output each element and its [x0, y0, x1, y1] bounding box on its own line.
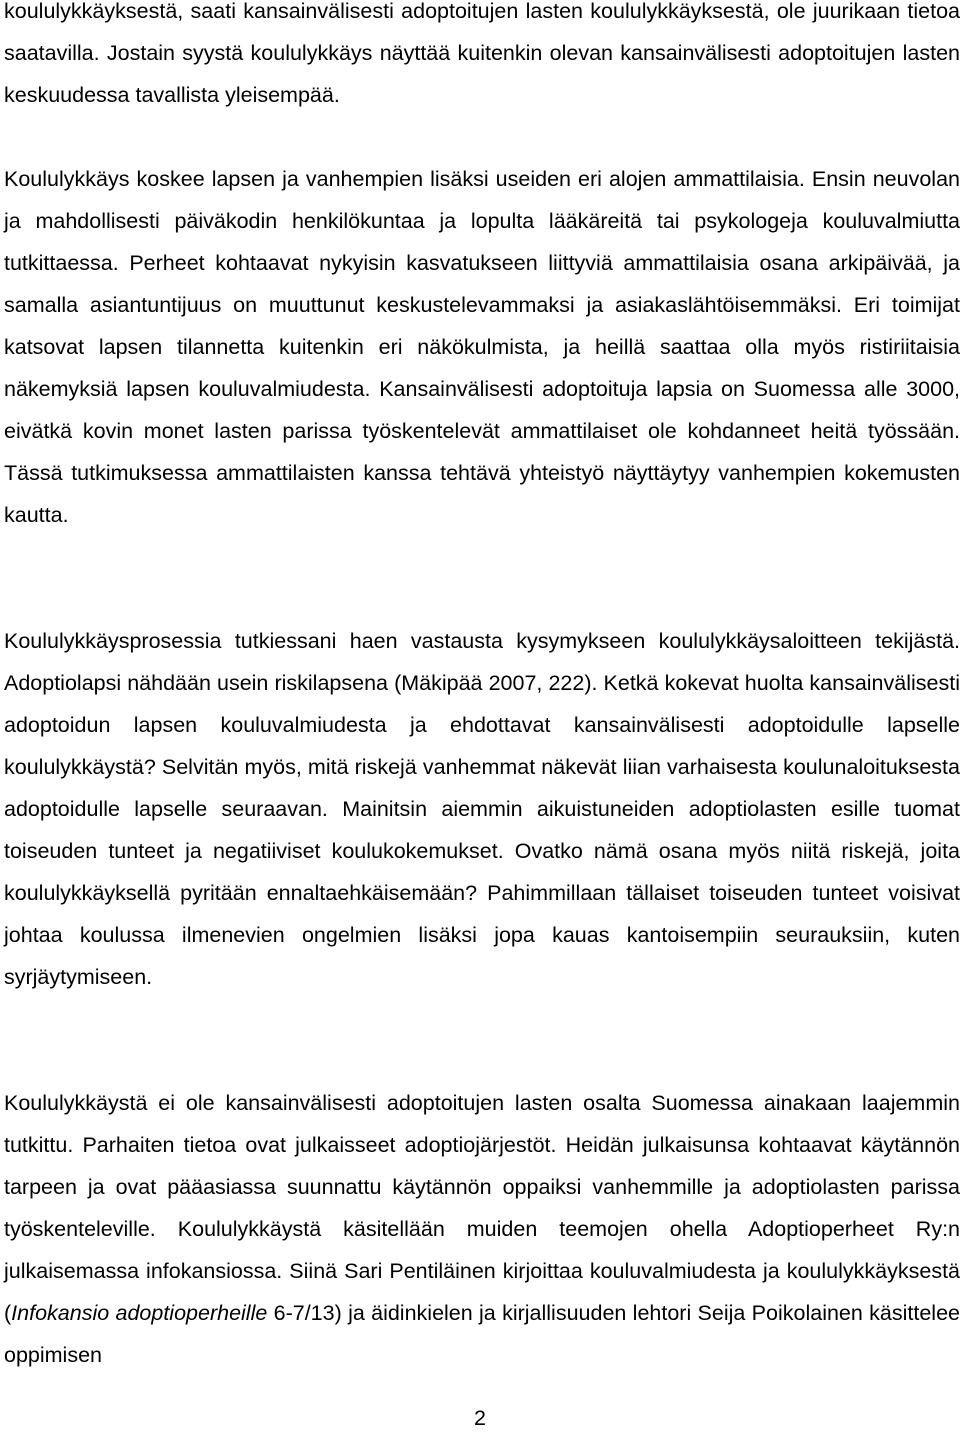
- paragraph: Koululykkäysprosessia tutkiessani haen vastausta kysymykseen koululykkäysaloitteen tekijästä. Adoptiolapsi nähdään usein riskilapsena (Mäkipää 2007, 222). Ketkä kokevat huolta kansainvälisesti adoptoidun lapsen kouluvalmiudesta ja ehdottavat kansainvälisesti adoptoidulle lapselle koululykkäystä? Selvitän myös, mitä riskejä vanhemmat näkevät liian varhaisesta koulunaloituksesta adoptoidulle lapselle seuraavan. Mainitsin aiemmin aikuistuneiden adoptiolasten esille tuomat toiseuden tunteet ja negatiiviset koulukokemukset. Ovatko nämä osana myös niitä riskejä, joita koululykkäyksellä pyritään ennaltaehkäisemään? Pahimmillaan tällaiset toiseuden tunteet voisivat johtaa koulussa ilmenevien ongelmien lisäksi jopa kauas kantoisempiin seurauksiin, kuten syrjäytymiseen.: [4, 629, 960, 989]
- paragraph: [4, 1082, 960, 1376]
- paragraph-text: Koululykkäystä ei ole kansainvälisesti adoptoitujen lasten osalta Suomessa ainakaan laajemmin tutkittu. Parhaiten tietoa ovat julkaisseet adoptiojärjestöt. Heidän julkaisunsa kohtaavat käytännön tarpeen ja ovat pääasiassa suunnattu käytännön oppaiksi vanhemmille ja adoptiolasten parissa työskenteleville. Koululykkäystä käsitellään muiden teemojen ohella Adoptioperheet Ry:n julkaisemassa infokansiossa. Siinä Sari Pentiläinen kirjoittaa kouluvalmiudesta ja koululykkäyksestä (: [4, 1091, 960, 1325]
- publication-title: Infokansio adoptioperheille: [11, 1301, 268, 1325]
- paragraph-text: 6-7/13) ja äidinkielen ja kirjallisuuden lehtori Seija Poikolainen käsittelee oppimisen: [4, 1301, 960, 1367]
- paragraph: koululykkäyksestä, saati kansainvälisesti adoptoitujen lasten koululykkäyksestä, ole juurikaan tietoa saatavilla. Jostain syystä koululykkäys näyttää kuitenkin olevan kansainvälisesti adoptoitujen lasten keskuudessa tavallista yleisempää.: [4, 0, 960, 107]
- paragraph: Koululykkäys koskee lapsen ja vanhempien lisäksi useiden eri alojen ammattilaisia. Ensin neuvolan ja mahdollisesti päiväkodin henkilökuntaa ja lopulta lääkäreitä tai psykologeja kouluvalmiutta tutkittaessa. Perheet kohtaavat nykyisin kasvatukseen liittyviä ammattilaisia osana arkipäivää, ja samalla asiantuntijuus on muuttunut keskustelevammaksi ja asiakaslähtöisemmäksi. Eri toimijat katsovat lapsen tilannetta kuitenkin eri näkökulmista, ja heillä saattaa olla myös ristiriitaisia näkemyksiä lapsen kouluvalmiudesta. Kansainvälisesti adoptoituja lapsia on Suomessa alle 3000, eivätkä kovin monet lasten parissa työskentelevät ammattilaiset ole kohdanneet heitä työssään. Tässä tutkimuksessa ammattilaisten kanssa tehtävä yhteistyö näyttäytyy vanhempien kokemusten kautta.: [4, 167, 960, 527]
- page-number: 2: [474, 1406, 486, 1430]
